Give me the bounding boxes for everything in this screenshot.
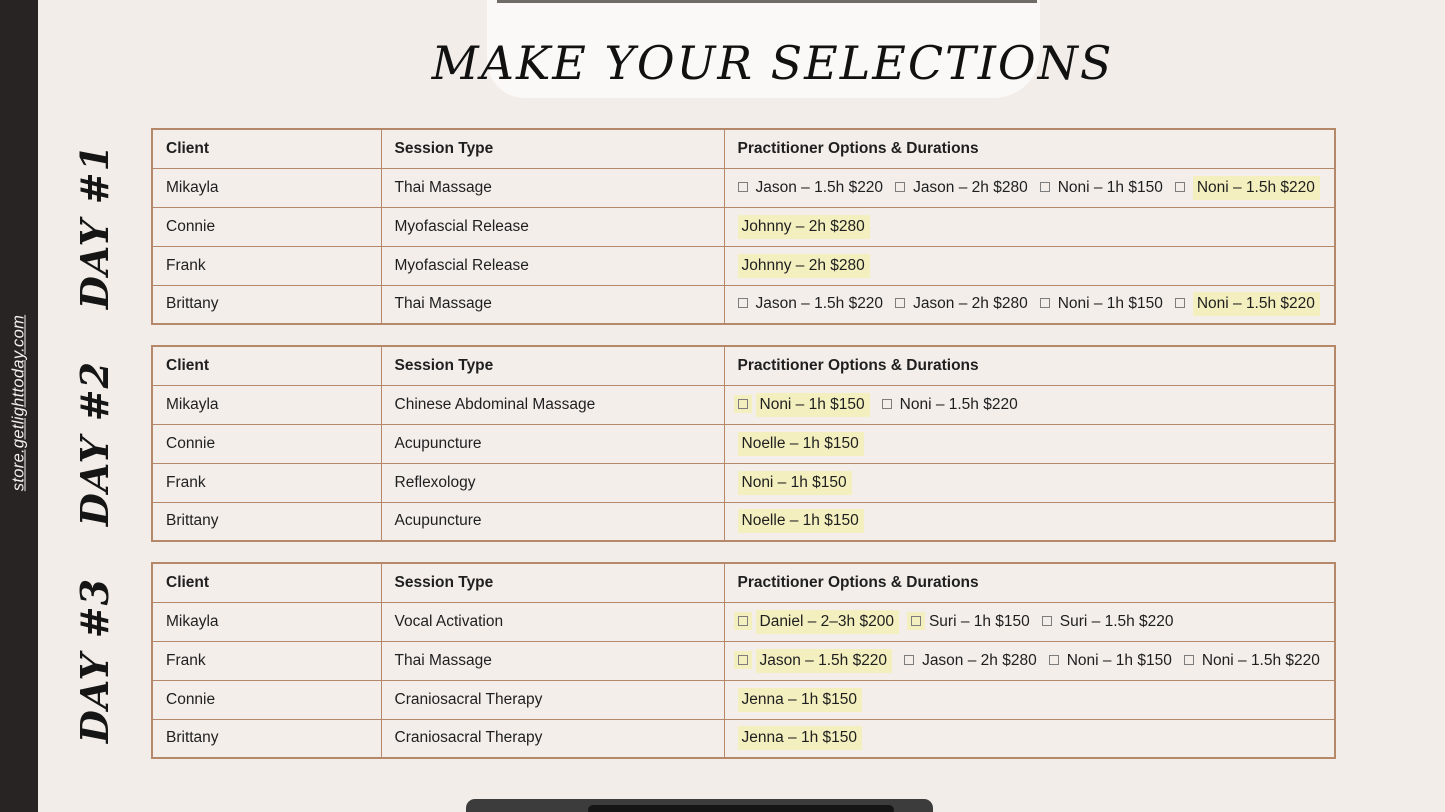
practitioner-option	[1175, 295, 1320, 313]
practitioner-options-cell	[724, 207, 1335, 246]
header-row	[152, 129, 1335, 168]
option-label: Jason – 2h $280	[913, 295, 1028, 313]
practitioner-option	[1175, 179, 1320, 197]
day-block-2	[72, 345, 1334, 542]
practitioner-option	[911, 613, 1030, 631]
option-checkbox-icon[interactable]	[1042, 616, 1052, 626]
option-label: Jason – 2h $280	[913, 178, 1028, 196]
option-label: Noelle – 1h $150	[738, 432, 864, 456]
day-label-column	[38, 128, 151, 325]
practitioner-option	[1042, 613, 1174, 631]
table-row	[152, 719, 1335, 758]
option-label: Jenna – 1h $150	[738, 688, 863, 712]
option-checkbox-icon[interactable]	[895, 182, 905, 192]
column-header: Session Type	[381, 129, 724, 168]
page-title: MAKE YOUR SELECTIONS	[431, 36, 1114, 90]
option-checkbox-icon[interactable]	[1040, 182, 1050, 192]
session-type-cell: Chinese Abdominal Massage	[381, 385, 724, 424]
selection-tables	[38, 128, 1334, 779]
option-label: Johnny – 2h $280	[738, 215, 870, 239]
selection-table	[151, 345, 1336, 542]
session-type-cell: Thai Massage	[381, 285, 724, 324]
option-label: Noni – 1.5h $220	[1193, 292, 1320, 316]
day-block-3	[72, 562, 1334, 759]
option-checkbox-icon[interactable]	[882, 399, 892, 409]
client-cell: Frank	[152, 641, 381, 680]
selection-table	[151, 128, 1336, 325]
bottom-toolbar-inner[interactable]	[588, 805, 894, 812]
selection-table	[151, 562, 1336, 759]
practitioner-options-cell	[724, 246, 1335, 285]
client-cell: Connie	[152, 207, 381, 246]
option-label: Noni – 1h $150	[756, 393, 870, 417]
practitioner-options-cell	[724, 719, 1335, 758]
column-header: Practitioner Options & Durations	[724, 346, 1335, 385]
option-label: Noni – 1.5h $220	[1193, 176, 1320, 200]
practitioner-option	[738, 613, 899, 631]
practitioner-option	[1040, 295, 1163, 313]
column-header: Session Type	[381, 346, 724, 385]
client-cell: Mikayla	[152, 602, 381, 641]
practitioner-option	[738, 474, 852, 492]
session-type-cell: Craniosacral Therapy	[381, 719, 724, 758]
option-label: Suri – 1h $150	[928, 612, 1030, 630]
practitioner-options-cell	[724, 168, 1335, 207]
table-row	[152, 641, 1335, 680]
option-label: Noni – 1.5h $220	[899, 395, 1018, 413]
day-label: DAY #1	[72, 143, 117, 310]
day-label-column	[38, 562, 151, 759]
client-cell: Brittany	[152, 502, 381, 541]
client-cell: Brittany	[152, 285, 381, 324]
option-checkbox-icon[interactable]	[1175, 182, 1185, 192]
client-cell: Connie	[152, 424, 381, 463]
practitioner-option	[738, 729, 863, 747]
header-row	[152, 563, 1335, 602]
option-label: Jenna – 1h $150	[738, 726, 863, 750]
practitioner-option	[904, 652, 1037, 670]
option-label: Noni – 1h $150	[738, 471, 852, 495]
option-checkbox-icon[interactable]	[904, 655, 914, 665]
option-checkbox-icon[interactable]	[738, 655, 748, 665]
practitioner-options-cell	[724, 285, 1335, 324]
column-header: Client	[152, 346, 381, 385]
practitioner-option	[738, 512, 864, 530]
client-cell: Mikayla	[152, 385, 381, 424]
option-label: Jason – 2h $280	[922, 651, 1037, 669]
client-cell: Frank	[152, 246, 381, 285]
session-type-cell: Acupuncture	[381, 424, 724, 463]
practitioner-option	[738, 652, 893, 670]
client-cell: Mikayla	[152, 168, 381, 207]
practitioner-option	[738, 218, 870, 236]
practitioner-option	[738, 179, 884, 197]
day-label-column	[38, 345, 151, 542]
option-checkbox-icon[interactable]	[1184, 655, 1194, 665]
table-row	[152, 602, 1335, 641]
option-label: Noni – 1h $150	[1057, 295, 1163, 313]
option-checkbox-icon[interactable]	[1040, 298, 1050, 308]
table-row	[152, 680, 1335, 719]
title-top-edge-line	[497, 0, 1037, 3]
practitioner-option	[882, 396, 1018, 414]
option-checkbox-icon[interactable]	[1175, 298, 1185, 308]
option-checkbox-icon[interactable]	[1049, 655, 1059, 665]
client-cell: Brittany	[152, 719, 381, 758]
day-label: DAY #2	[72, 360, 117, 527]
option-label: Johnny – 2h $280	[738, 254, 870, 278]
session-type-cell: Thai Massage	[381, 168, 724, 207]
practitioner-options-cell	[724, 424, 1335, 463]
practitioner-options-cell	[724, 641, 1335, 680]
column-header: Session Type	[381, 563, 724, 602]
client-cell: Connie	[152, 680, 381, 719]
practitioner-option	[895, 295, 1028, 313]
column-header: Client	[152, 129, 381, 168]
option-label: Suri – 1.5h $220	[1059, 612, 1174, 630]
practitioner-options-cell	[724, 680, 1335, 719]
session-type-cell: Thai Massage	[381, 641, 724, 680]
session-type-cell: Acupuncture	[381, 502, 724, 541]
column-header: Practitioner Options & Durations	[724, 129, 1335, 168]
day-block-1	[72, 128, 1334, 325]
practitioner-option	[1040, 179, 1163, 197]
option-label: Jason – 1.5h $220	[755, 178, 884, 196]
practitioner-options-cell	[724, 602, 1335, 641]
practitioner-option	[895, 179, 1028, 197]
practitioner-options-cell	[724, 385, 1335, 424]
table-row	[152, 246, 1335, 285]
table-row	[152, 168, 1335, 207]
option-label: Jason – 1.5h $220	[756, 649, 893, 673]
practitioner-option	[738, 257, 870, 275]
practitioner-option	[738, 435, 864, 453]
table-row	[152, 285, 1335, 324]
client-cell: Frank	[152, 463, 381, 502]
option-label: Daniel – 2–3h $200	[756, 610, 899, 634]
session-type-cell: Vocal Activation	[381, 602, 724, 641]
session-type-cell: Myofascial Release	[381, 207, 724, 246]
option-checkbox-icon[interactable]	[738, 399, 748, 409]
table-row	[152, 207, 1335, 246]
table-row	[152, 424, 1335, 463]
practitioner-option	[1049, 652, 1172, 670]
practitioner-options-cell	[724, 502, 1335, 541]
session-type-cell: Reflexology	[381, 463, 724, 502]
bottom-toolbar[interactable]	[466, 799, 933, 812]
table-row	[152, 463, 1335, 502]
option-checkbox-icon[interactable]	[911, 616, 921, 626]
practitioner-option	[1184, 652, 1320, 670]
option-checkbox-icon[interactable]	[738, 298, 748, 308]
left-sidebar	[0, 0, 38, 812]
practitioner-option	[738, 396, 870, 414]
store-url: store.getlighttoday.com	[9, 314, 28, 492]
session-type-cell: Myofascial Release	[381, 246, 724, 285]
practitioner-options-cell	[724, 463, 1335, 502]
header-row	[152, 346, 1335, 385]
day-label: DAY #3	[72, 577, 117, 744]
session-type-cell: Craniosacral Therapy	[381, 680, 724, 719]
option-checkbox-icon[interactable]	[895, 298, 905, 308]
table-row	[152, 502, 1335, 541]
option-checkbox-icon[interactable]	[738, 616, 748, 626]
option-label: Noni – 1h $150	[1057, 178, 1163, 196]
practitioner-option	[738, 691, 863, 709]
option-label: Jason – 1.5h $220	[755, 295, 884, 313]
column-header: Practitioner Options & Durations	[724, 563, 1335, 602]
option-checkbox-icon[interactable]	[738, 182, 748, 192]
practitioner-option	[738, 295, 884, 313]
column-header: Client	[152, 563, 381, 602]
option-label: Noni – 1h $150	[1066, 651, 1172, 669]
option-label: Noelle – 1h $150	[738, 509, 864, 533]
option-label: Noni – 1.5h $220	[1201, 651, 1320, 669]
table-row	[152, 385, 1335, 424]
